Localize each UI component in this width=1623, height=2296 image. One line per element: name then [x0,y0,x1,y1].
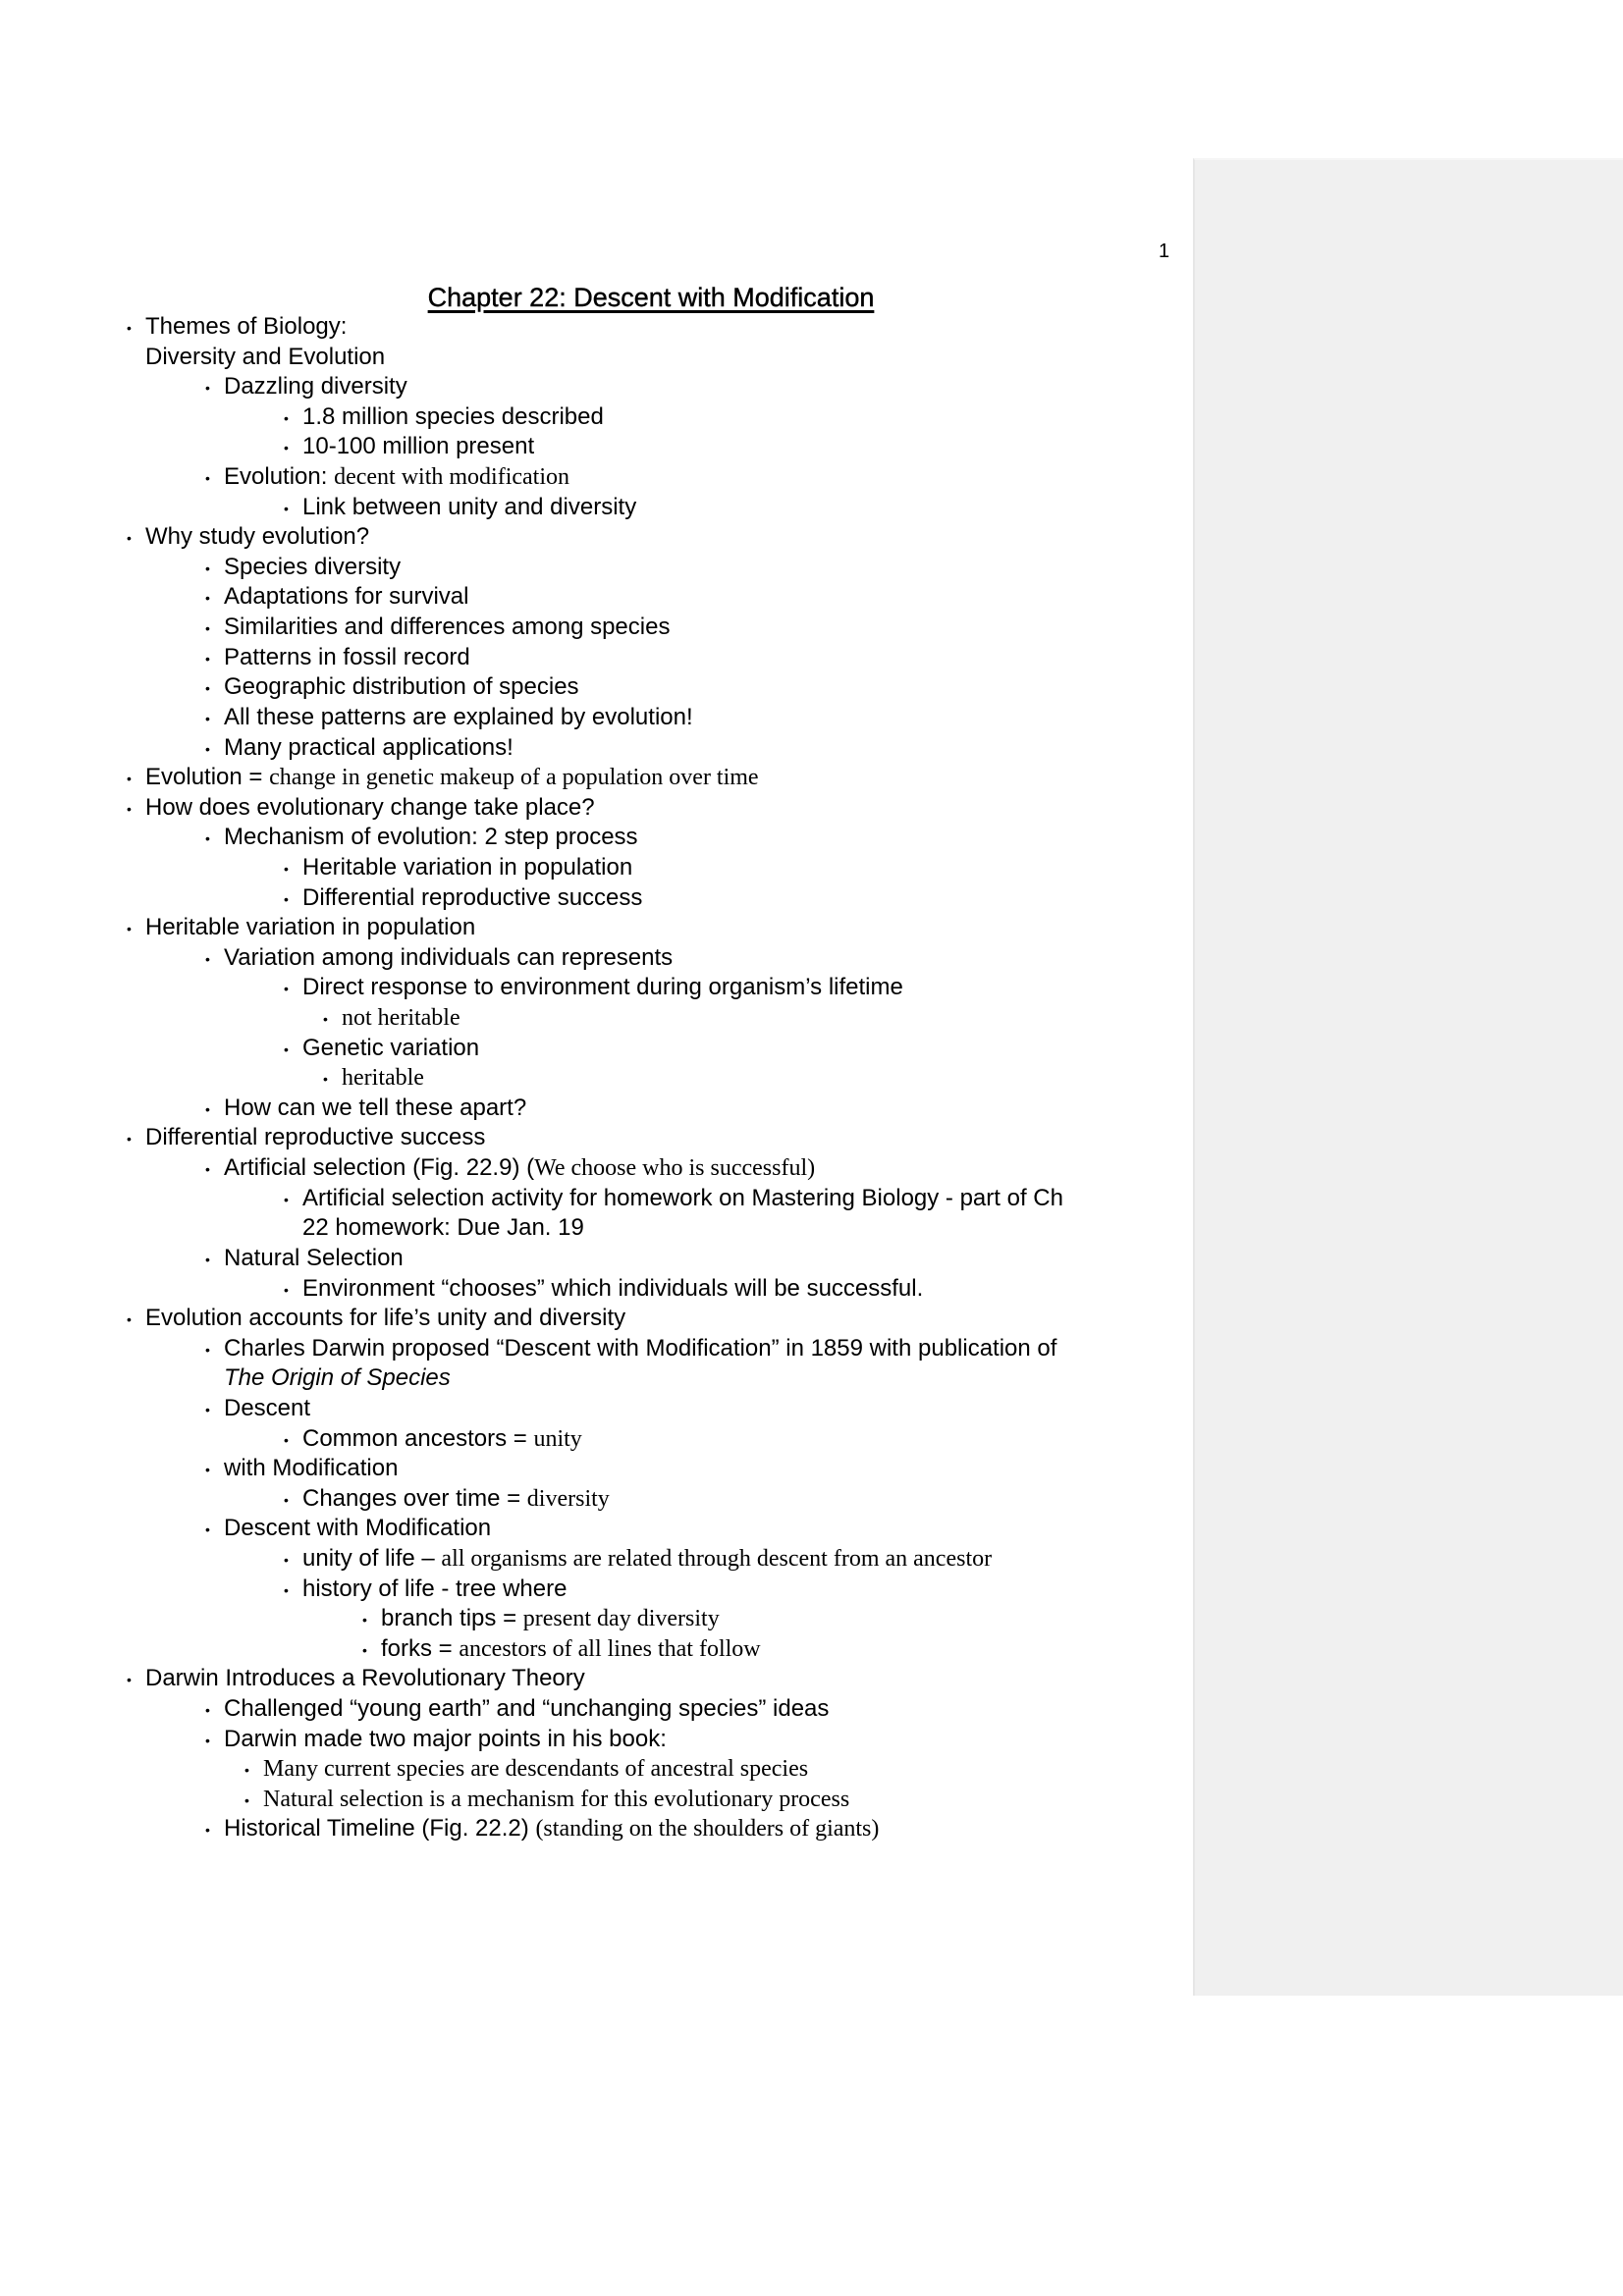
outline-item [0,973,1178,1003]
outline-item-text [224,1454,398,1484]
text-run: (standing on the shoulders of giants) [535,1816,880,1842]
bullet-icon: • [127,530,132,547]
text-run: Common ancestors = [302,1424,534,1452]
bullet-icon: • [127,1672,132,1688]
bullet-icon: • [323,1011,328,1028]
outline-item-text [224,1094,526,1124]
outline-item-text [224,1363,451,1394]
bullet-icon: • [205,680,210,697]
outline-item [0,1544,1178,1575]
text-run: Darwin made two major points in his book: [224,1725,667,1752]
outline-item-text [342,1063,424,1094]
outline-item [0,1785,1178,1815]
bullet-icon: • [284,409,289,426]
outline-item [0,432,1178,462]
outline-item [0,1213,1178,1244]
outline-item-text [263,1754,808,1785]
outline-item-text [224,672,579,703]
text-run: Artificial selection activity for homework on Mastering Biology - part of Ch [302,1184,1063,1211]
outline-item [0,1484,1178,1515]
bullet-icon: • [205,1732,210,1748]
outline-list [0,312,1178,1844]
outline-item-text [224,703,693,733]
bullet-icon: • [362,1612,367,1629]
outline-item-text [302,883,642,914]
text-run: 22 homework: Due Jan. 19 [302,1214,584,1242]
outline-item [0,1274,1178,1305]
outline-item-text [302,1274,923,1305]
outline-item [0,613,1178,643]
bullet-icon: • [284,1281,289,1298]
bullet-icon: • [205,710,210,726]
bullet-icon: • [205,380,210,397]
outline-item [0,703,1178,733]
text-run: Charles Darwin proposed “Descent with Modification” in 1859 with publication of [224,1334,1057,1362]
bullet-icon: • [362,1641,367,1658]
bullet-icon: • [205,620,210,637]
outline-item-text [263,1785,849,1815]
bullet-icon: • [205,650,210,667]
text-run: Dazzling diversity [224,373,407,400]
outline-item-text [302,1544,992,1575]
bullet-icon: • [244,1762,249,1779]
text-run: Descent with Modification [224,1515,492,1542]
outline-item-text [302,1184,1063,1214]
outline-item-text [224,582,468,613]
bullet-icon: • [205,1522,210,1538]
bullet-icon: • [284,1551,289,1568]
text-run: present day diversity [522,1606,720,1632]
outline-item [0,943,1178,974]
text-run: Many practical applications! [224,733,514,761]
text-run: unity of life – [302,1544,442,1572]
outline-item [0,1244,1178,1274]
outline-item [0,1184,1178,1214]
text-run: with Modification [224,1455,399,1482]
text-run: How does evolutionary change take place? [145,793,595,821]
outline-item-text [224,1694,829,1725]
text-run: We choose who is successful) [534,1155,816,1182]
outline-item [0,1604,1178,1634]
outline-item [0,853,1178,883]
bullet-icon: • [284,860,289,877]
text-run: How can we tell these apart? [224,1094,527,1121]
text-run: Challenged “young earth” and “unchanging species” ideas [224,1695,830,1723]
outline-item-text [224,1244,404,1274]
outline-item-text [145,312,347,343]
outline-item-text [224,943,673,974]
bullet-icon: • [205,1702,210,1719]
text-run: The Origin of Species [224,1364,451,1392]
outline-item-text [381,1634,761,1665]
bullet-icon: • [127,800,132,817]
outline-item-text [224,613,670,643]
text-run: Adaptations for survival [224,583,469,611]
outline-item [0,913,1178,943]
text-run: all organisms are related through descent from an ancestor [441,1545,993,1572]
bullet-icon: • [205,1401,210,1417]
bullet-icon: • [127,771,132,787]
outline-item-text [302,973,903,1003]
outline-item-text [224,643,470,673]
text-run: Historical Timeline (Fig. 22.2) [224,1815,536,1842]
text-run: Environment “chooses” which individuals will be successful. [302,1274,924,1302]
text-run: history of life - tree where [302,1575,568,1602]
outline-item [0,643,1178,673]
outline-item [0,1694,1178,1725]
comment-pane [1193,158,1623,1996]
bullet-icon: • [284,1191,289,1207]
outline-item-text [224,1514,491,1544]
bullet-icon: • [205,1251,210,1267]
outline-item [0,733,1178,764]
outline-item-text [302,432,534,462]
outline-item-text [302,1424,582,1455]
text-run: Evolution: [224,463,335,491]
outline-item-text [145,1304,625,1334]
bullet-icon: • [205,1822,210,1839]
text-run: Similarities and differences among species [224,614,671,641]
bullet-icon: • [284,1041,289,1057]
text-run: not heritable [342,1005,460,1032]
outline-item-text [342,1003,460,1034]
outline-item-text [302,1484,610,1515]
bullet-icon: • [244,1791,249,1808]
bullet-icon: • [205,470,210,487]
text-run: Evolution accounts for life’s unity and diversity [145,1305,626,1332]
outline-item [0,1575,1178,1605]
bullet-icon: • [205,830,210,847]
text-run: Diversity and Evolution [145,343,386,370]
bullet-icon: • [323,1071,328,1088]
text-run: decent with modification [334,464,570,491]
outline-item-text [302,402,604,433]
outline-item [0,1814,1178,1844]
outline-item [0,522,1178,553]
bullet-icon: • [205,1462,210,1478]
outline-item [0,372,1178,402]
outline-item-text [302,1034,479,1064]
text-run: Heritable variation in population [145,914,476,941]
text-run: Geographic distribution of species [224,673,579,701]
outline-item [0,1514,1178,1544]
text-run: Mechanism of evolution: 2 step process [224,824,638,851]
outline-item-text [145,1123,485,1153]
text-run: Differential reproductive success [302,883,643,911]
bullet-icon: • [205,560,210,576]
outline-item [0,1003,1178,1034]
outline-item [0,1664,1178,1694]
bullet-icon: • [284,500,289,516]
text-run: Themes of Biology: [145,313,348,340]
text-run: Direct response to environment during organism’s lifetime [302,974,903,1001]
outline-item [0,1363,1178,1394]
outline-item [0,553,1178,583]
outline-item [0,793,1178,824]
outline-item-text [224,1334,1056,1364]
outline-item [0,462,1178,493]
outline-item-text [224,823,638,853]
text-run: Many current species are descendants of ancestral species [263,1756,809,1783]
outline-item [0,1094,1178,1124]
outline-item-text [145,1664,585,1694]
outline-item [0,1063,1178,1094]
outline-item [0,493,1178,523]
outline-item-text [224,1814,879,1844]
outline-item [0,312,1178,343]
bullet-icon: • [205,590,210,607]
outline-item-text [224,1725,667,1755]
text-run: Natural Selection [224,1244,404,1271]
outline-item-text [224,733,514,764]
outline-item [0,582,1178,613]
outline-item [0,672,1178,703]
outline-item-text [302,1213,584,1244]
outline-item-text [302,493,636,523]
outline-item [0,763,1178,793]
text-run: Changes over time = [302,1484,527,1512]
outline-item [0,343,1178,373]
text-run: Genetic variation [302,1034,480,1061]
bullet-icon: • [127,921,132,937]
outline-item [0,883,1178,914]
text-run: Variation among individuals can represents [224,943,674,971]
text-run: unity [533,1425,582,1452]
bullet-icon: • [284,440,289,456]
outline-item [0,1634,1178,1665]
outline-item-text [145,343,385,373]
text-run: Evolution = [145,764,270,791]
bullet-icon: • [205,1341,210,1358]
bullet-icon: • [205,1161,210,1178]
outline-item [0,1394,1178,1424]
bullet-icon: • [284,1491,289,1508]
bullet-icon: • [284,1431,289,1448]
outline-item-text [224,1394,310,1424]
bullet-icon: • [284,890,289,907]
text-run: 10-100 million present [302,433,535,460]
outline-item-text [302,1575,567,1605]
outline-item-text [145,763,759,793]
text-run: Heritable variation in population [302,853,633,881]
text-run: change in genetic makeup of a population over time [269,765,759,791]
outline-item-text [224,553,401,583]
text-run: forks = [381,1634,460,1662]
outline-item [0,1034,1178,1064]
outline-item-text [381,1604,720,1634]
outline-item [0,1334,1178,1364]
text-run: Descent [224,1394,311,1421]
outline-item-text [145,522,369,553]
bullet-icon: • [127,320,132,336]
text-run: diversity [526,1485,610,1512]
text-run: All these patterns are explained by evolution! [224,703,693,730]
text-run: ancestors of all lines that follow [459,1635,761,1662]
bullet-icon: • [284,981,289,997]
bullet-icon: • [127,1131,132,1148]
text-run: Natural selection is a mechanism for this evolutionary process [263,1786,850,1812]
text-run: Why study evolution? [145,523,370,551]
text-run: Differential reproductive success [145,1124,486,1151]
outline-item [0,1754,1178,1785]
bullet-icon: • [205,740,210,757]
outline-item [0,402,1178,433]
page-number: 1 [1159,240,1170,262]
bullet-icon: • [205,950,210,967]
outline-item [0,1153,1178,1184]
text-run: Artificial selection (Fig. 22.9) ( [224,1154,535,1182]
text-run: Species diversity [224,553,402,580]
outline-item-text [224,372,407,402]
outline-item [0,1304,1178,1334]
outline-item-text [145,793,595,824]
text-run: branch tips = [381,1605,523,1632]
outline-item-text [224,462,569,493]
page-title: Chapter 22: Descent with Modification [427,283,875,312]
outline-item-text [302,853,632,883]
outline-item-text [145,913,475,943]
outline-item [0,1725,1178,1755]
outline-item [0,1424,1178,1455]
bullet-icon: • [127,1311,132,1328]
text-run: 1.8 million species described [302,402,604,430]
text-run: Link between unity and diversity [302,493,637,520]
text-run: heritable [342,1065,424,1092]
bullet-icon: • [284,1581,289,1598]
text-run: Patterns in fossil record [224,643,470,670]
outline-item [0,1454,1178,1484]
outline-item-text [224,1153,815,1184]
outline-item [0,823,1178,853]
outline-item [0,1123,1178,1153]
bullet-icon: • [205,1100,210,1117]
text-run: Darwin Introduces a Revolutionary Theory [145,1665,585,1692]
